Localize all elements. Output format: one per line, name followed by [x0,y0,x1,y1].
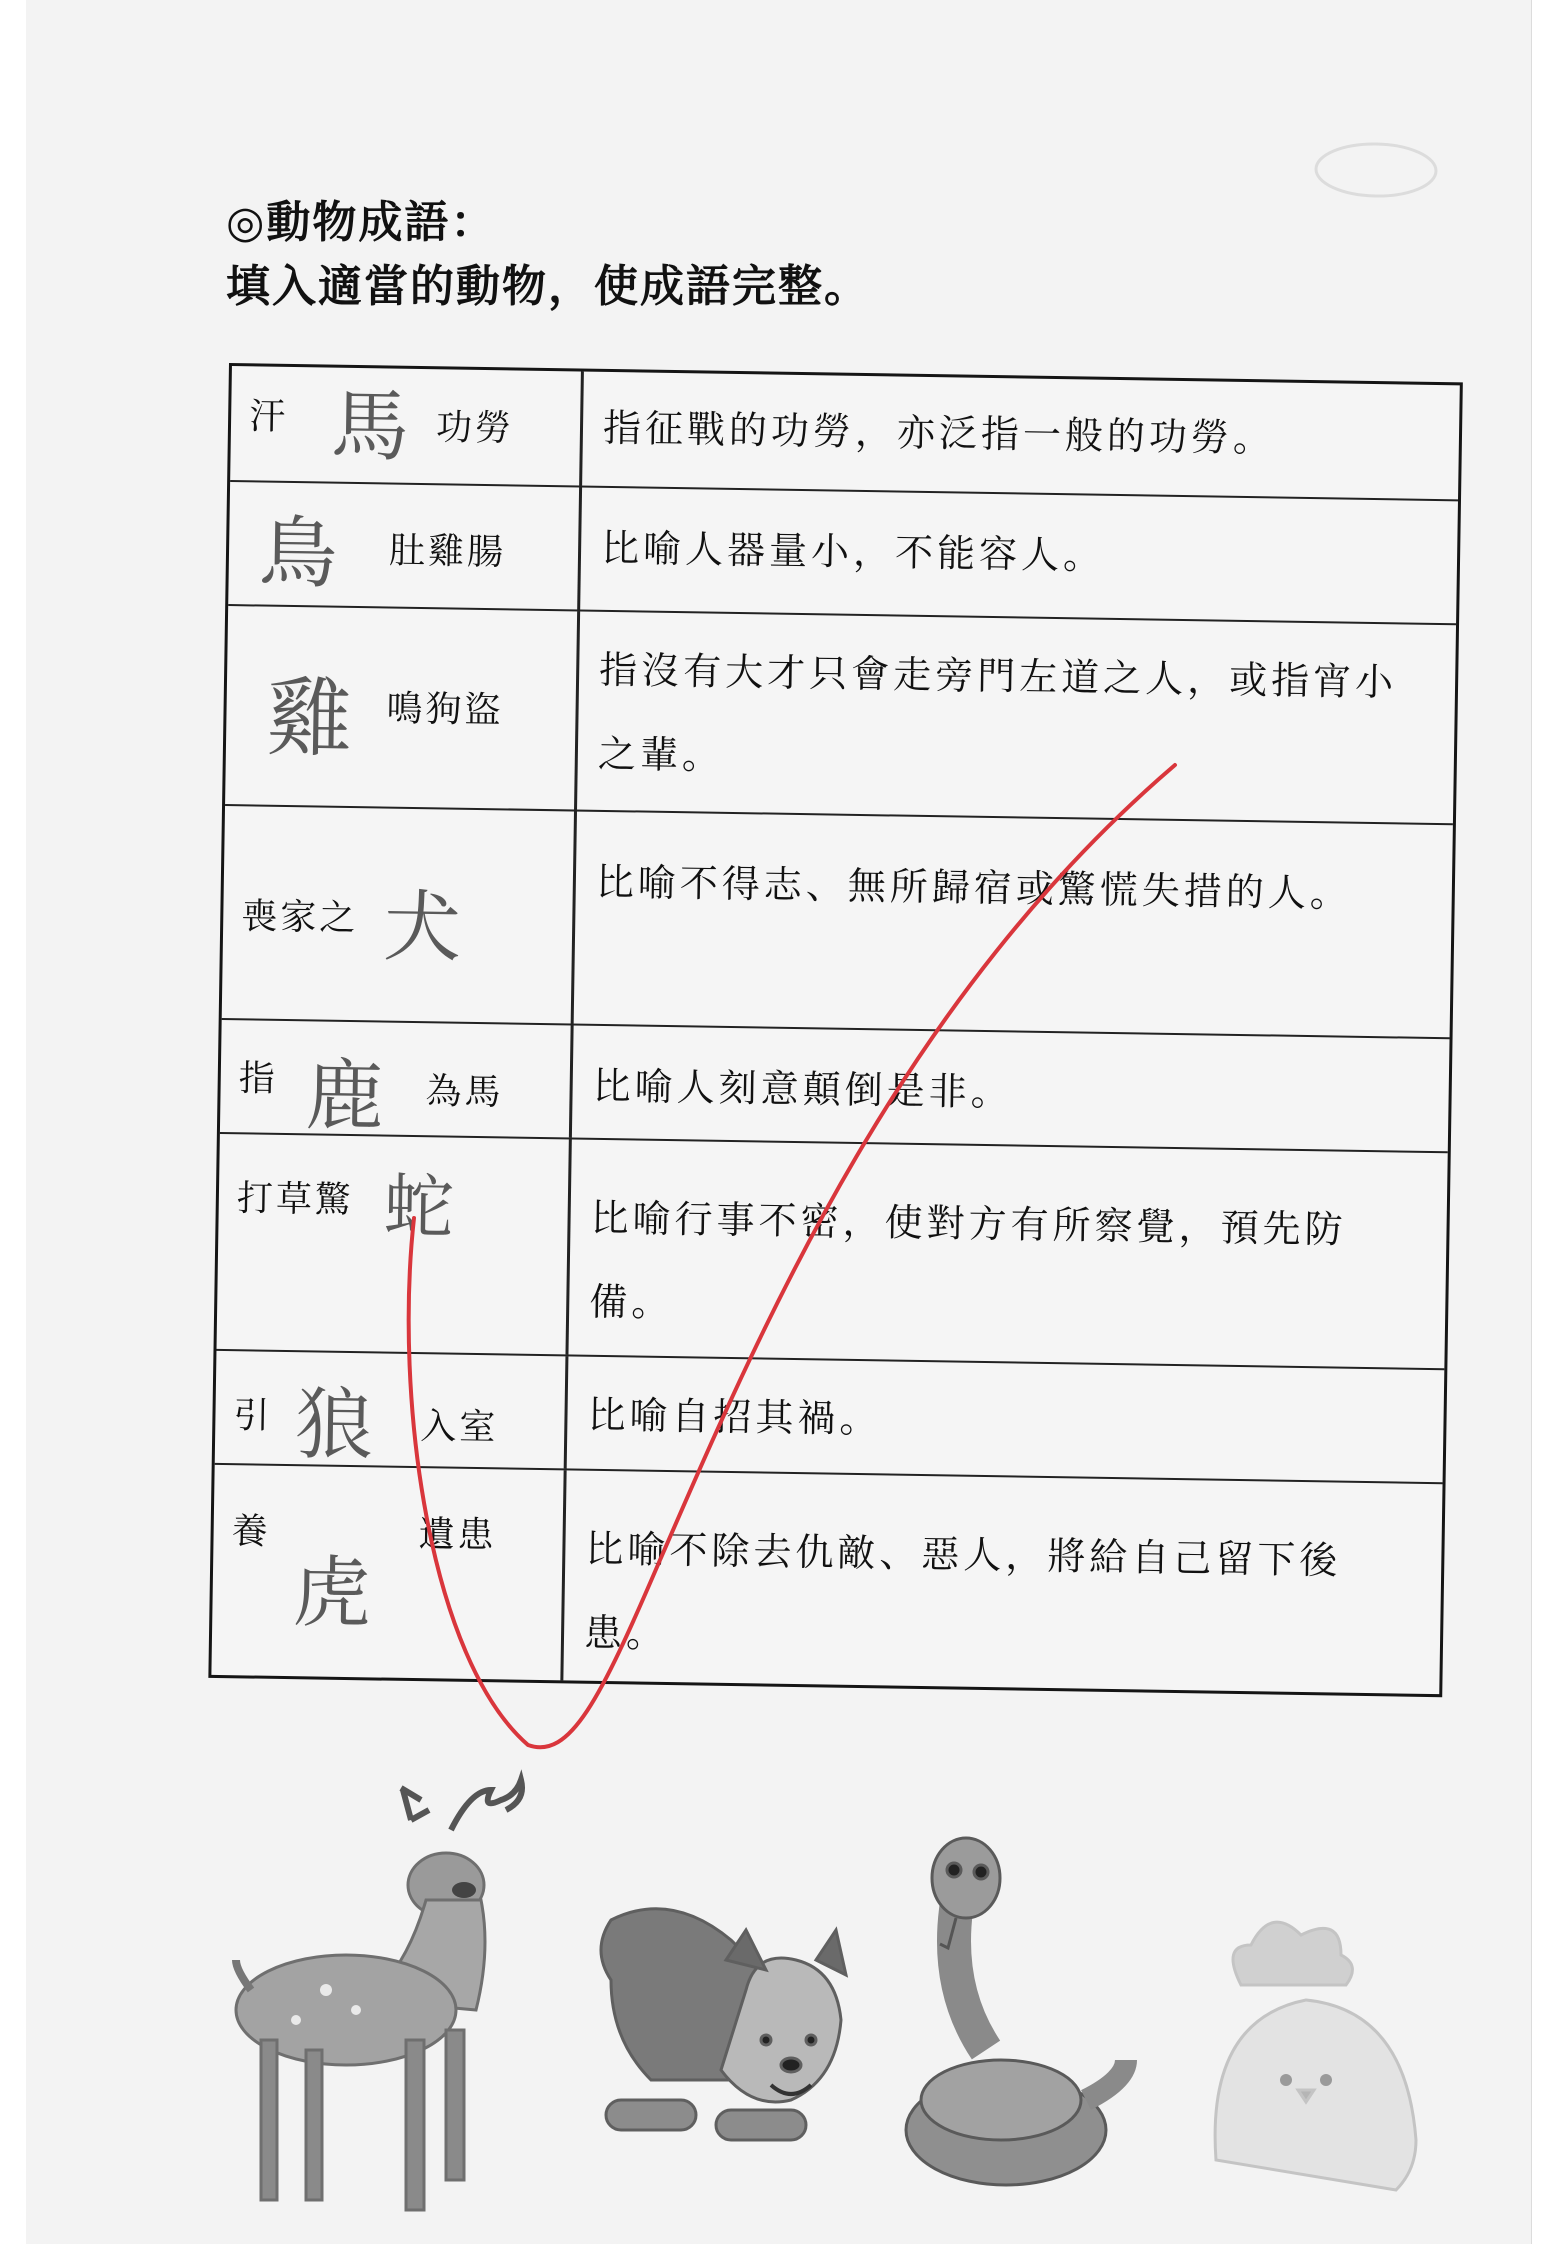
meaning-cell: 比喻不除去仇敵、惡人，將給自己留下後患。 [583,1526,1342,1657]
meaning-cell: 比喻不得志、無所歸宿或驚慌失措的人。 [595,859,1353,916]
idiom-suffix: 功勞 [435,407,515,450]
meaning-cell: 比喻行事不密，使對方有所察覺，預先防備。 [588,1195,1347,1326]
meaning-cell: 指征戰的功勞，亦泛指一般的功勞。 [602,405,1276,461]
idiom-prefix: 喪家之 [240,896,359,940]
handwritten-answer: 雞 [265,668,354,770]
idiom-suffix: 為馬 [425,1071,504,1114]
meaning-cell: 比喻自招其禍。 [587,1392,882,1442]
handwritten-answer: 鹿 [304,1051,385,1143]
meaning-cell: 比喻人器量小，不能容人。 [600,525,1106,578]
idiom-prefix: 引 [233,1395,273,1437]
meaning-cell: 比喻人刻意顛倒是非。 [592,1063,1014,1115]
handwritten-answer: 狼 [294,1380,375,1472]
snake-illustration [906,1838,1126,2185]
dog-illustration [601,1909,846,2140]
deer-illustration [236,1780,522,2210]
section-instruction: 填入適當的動物，使成語完整。 [226,261,870,312]
meaning-cell: 指沒有大才只會走旁門左道之人，或指宵小之輩。 [597,647,1398,778]
handwritten-answer: 鳥 [258,508,338,600]
idiom-suffix: 入室 [419,1406,499,1449]
handwritten-answer: 犬 [382,882,462,974]
idiom-suffix: 遺患 [418,1514,497,1557]
idiom-prefix: 指 [238,1058,279,1100]
idiom-prefix: 打草驚 [236,1178,355,1222]
idiom-prefix: 汗 [248,396,289,438]
animal-illustrations [26,0,1567,2244]
worksheet-page [26,0,1532,2244]
section-title: ◎動物成語： [226,197,497,248]
idiom-suffix: 鳴狗盜 [386,688,504,732]
idiom-suffix: 肚雞腸 [388,530,507,574]
handwritten-answer: 蛇 [383,1165,455,1249]
handwritten-answer: 馬 [330,381,410,473]
idiom-prefix: 養 [231,1511,271,1553]
handwritten-answer: 虎 [291,1548,372,1640]
bird-illustration [1215,1922,1416,2190]
